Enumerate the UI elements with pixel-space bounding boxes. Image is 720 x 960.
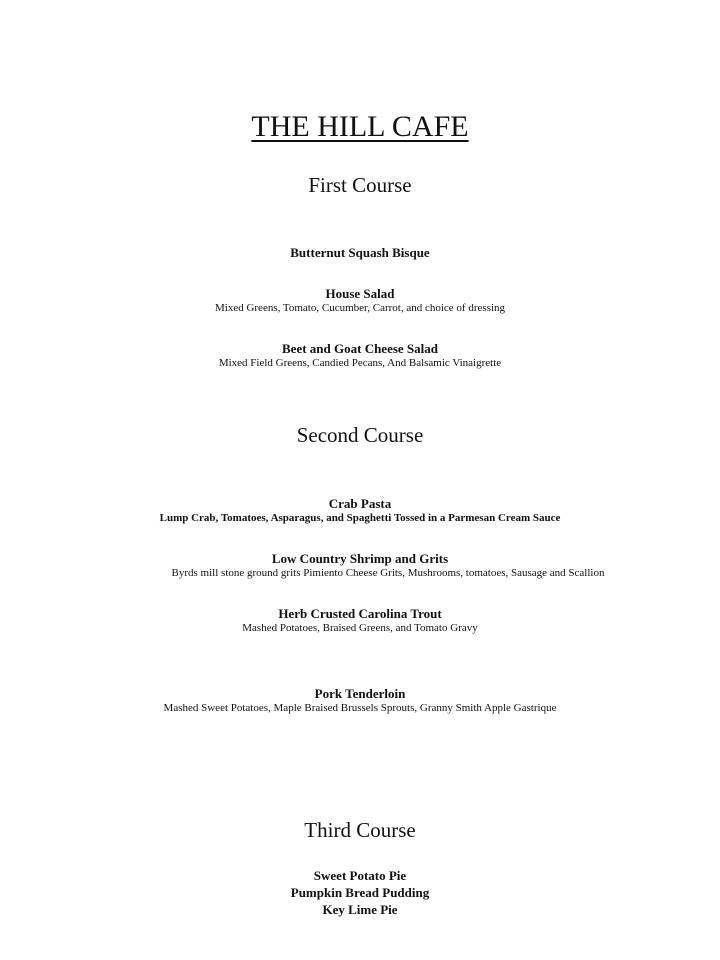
- menu-item-name: Pumpkin Bread Pudding: [290, 885, 430, 900]
- menu-item-name: Crab Pasta: [328, 496, 392, 511]
- menu-item-name: Key Lime Pie: [322, 902, 398, 917]
- first-course-heading: First Course: [308, 173, 412, 197]
- menu-title: THE HILL CAFE: [251, 110, 469, 143]
- menu-item-description: Mixed Greens, Tomato, Cucumber, Carrot, and choice of dressing: [214, 302, 505, 314]
- menu-item-name: Beet and Goat Cheese Salad: [282, 341, 438, 356]
- third-course-heading: Third Course: [304, 818, 416, 842]
- menu-item-description: Mixed Field Greens, Candied Pecans, And Balsamic Vinaigrette: [218, 357, 502, 369]
- menu-item-name: Butternut Squash Bisque: [290, 245, 430, 260]
- menu-item-description: Mashed Potatoes, Braised Greens, and Tomato Gravy: [242, 622, 478, 634]
- menu-item-name: House Salad: [325, 286, 395, 301]
- menu-item-description: Lump Crab, Tomatoes, Asparagus, and Spaghetti Tossed in a Parmesan Cream Sauce: [159, 512, 561, 524]
- menu-item-name: Sweet Potato Pie: [313, 868, 407, 883]
- menu-item-description: Byrds mill stone ground grits Pimiento Cheese Grits, Mushrooms, tomatoes, Sausage and Scallion: [171, 567, 605, 579]
- second-course-heading: Second Course: [296, 423, 424, 447]
- menu-item-description: Mashed Sweet Potatoes, Maple Braised Brussels Sprouts, Granny Smith Apple Gastrique: [163, 702, 557, 714]
- menu-item-name: Low Country Shrimp and Grits: [271, 551, 449, 566]
- menu-item-name: Herb Crusted Carolina Trout: [278, 606, 442, 621]
- menu-item-name: Pork Tenderloin: [314, 686, 406, 701]
